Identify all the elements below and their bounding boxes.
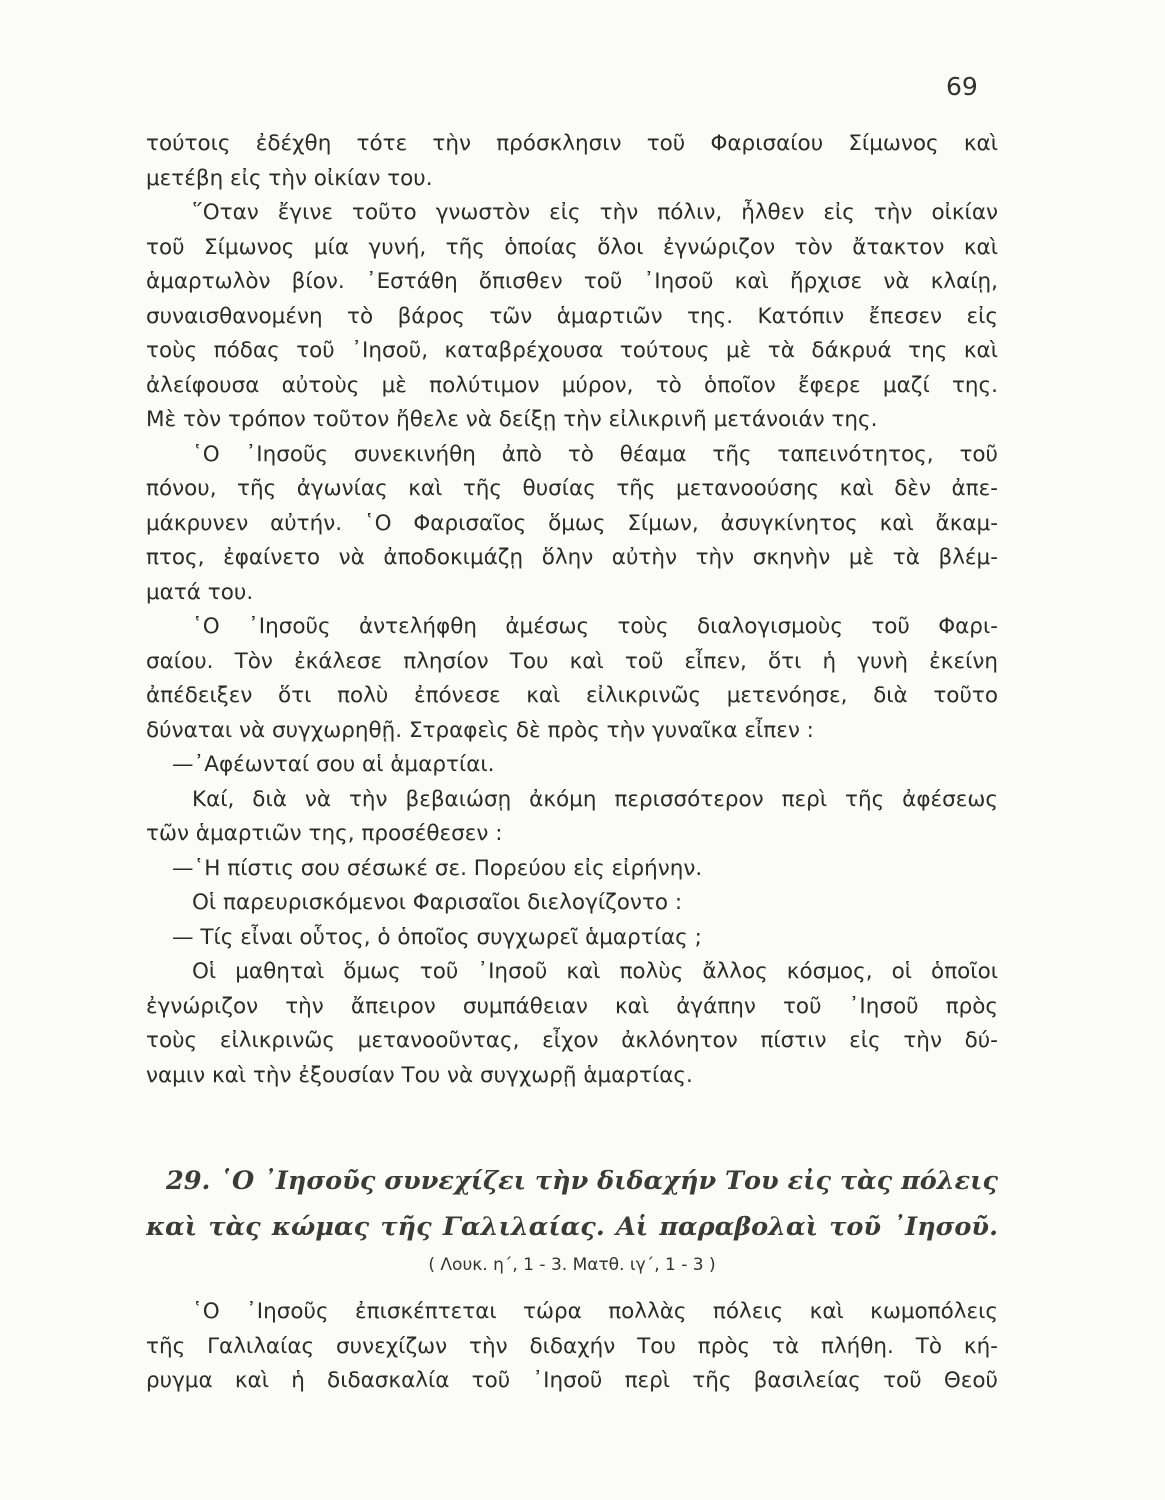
text-line: ματά του. (146, 579, 254, 605)
text-line: τοὺς εἰλικρινῶς μετανοοῦντας, εἶχον ἀκλόνητον πίστιν εἰς τὴν δύ- (146, 1028, 998, 1053)
text-line: τοὺς πόδας τοῦ ᾿Ιησοῦ, καταβρέχουσα τούτους μὲ τὰ δάκρυά της καὶ (146, 338, 998, 363)
text-line: ῾Ο ᾿Ιησοῦς συνεκινήθη ἀπὸ τὸ θέαμα τῆς ταπεινότητος, τοῦ (192, 441, 998, 467)
text-line: Οἱ μαθηταὶ ὅμως τοῦ ᾿Ιησοῦ καὶ πολὺς ἄλλος κόσμος, οἱ ὁποῖοι (192, 959, 998, 984)
text-line: ῞Οταν ἔγινε τοῦτο γνωστὸν εἰς τὴν πόλιν, ἦλθεν εἰς τὴν οἰκίαν (192, 200, 998, 225)
text-line: ῾Ο ᾿Ιησοῦς ἀντελήφθη ἀμέσως τοὺς διαλογισμοὺς τοῦ Φαρι- (192, 614, 998, 639)
text-line: πόνου, τῆς ἀγωνίας καὶ τῆς θυσίας τῆς μετανοούσης καὶ δὲν ἀπε- (146, 476, 998, 501)
text-line: Μὲ τὸν τρόπον τοῦτον ἤθελε νὰ δείξῃ τὴν εἰλικρινῆ μετάνοιάν της. (146, 407, 878, 432)
text-line: πτος, ἐφαίνετο νὰ ἀποδοκιμάζῃ ὅλην αὐτὴν τὴν σκηνὴν μὲ τὰ βλέμ- (146, 545, 998, 570)
text-line: τοῦ Σίμωνος μία γυνή, τῆς ὁποίας ὅλοι ἐγνώριζον τὸν ἄτακτον καὶ (146, 234, 998, 260)
text-line: σαίου. Τὸν ἐκάλεσε πλησίον Του καὶ τοῦ εἶπεν, ὅτι ἡ γυνὴ ἐκείνη (146, 648, 998, 674)
section-heading-line: 29. ῾Ο ᾿Ιησοῦς συνεχίζει τὴν διδαχήν Του εἰς τὰς πόλεις (166, 1166, 998, 1196)
text-line: —᾿Αφέωνταί σου αἱ ἁμαρτίαι. (172, 752, 495, 777)
text-line: τῆς Γαλιλαίας συνεχίζων τὴν διδαχήν Του πρὸς τὰ πλήθη. Τὸ κή- (146, 1333, 998, 1359)
section-heading (146, 1158, 998, 1250)
main-body-text (146, 127, 998, 1093)
text-line: μετέβη εἰς τὴν οἰκίαν του. (146, 165, 433, 191)
text-line: ἐγνώριζον τὴν ἄπειρον συμπάθειαν καὶ ἀγάπην τοῦ ᾿Ιησοῦ πρὸς (146, 993, 998, 1019)
text-line: —῾Η πίστις σου σέσωκέ σε. Πορεύου εἰς εἰρήνην. (172, 855, 703, 881)
text-line: ρυγμα καὶ ἡ διδασκαλία τοῦ ᾿Ιησοῦ περὶ τῆς βασιλείας τοῦ Θεοῦ (146, 1368, 998, 1393)
scripture-reference: ( Λουκ. η΄, 1 - 3. Ματθ. ιγ΄, 1 - 3 ) (428, 1255, 716, 1275)
text-line: — Τίς εἶναι οὗτος, ὁ ὁποῖος συγχωρεῖ ἁμαρτίας ; (172, 924, 702, 950)
text-line: ἀπέδειξεν ὅτι πολὺ ἐπόνεσε καὶ εἰλικρινῶς μετενόησε, διὰ τοῦτο (146, 683, 998, 708)
section-body-text (146, 1295, 998, 1399)
text-line: ἁμαρτωλὸν βίον. ᾿Εστάθη ὄπισθεν τοῦ ᾿Ιησοῦ καὶ ἤρχισε νὰ κλαίῃ, (146, 269, 998, 294)
text-line: Οἱ παρευρισκόμενοι Φαρισαῖοι διελογίζοντο : (192, 890, 683, 915)
section-heading-line: καὶ τὰς κώμας τῆς Γαλιλαίας. Αἱ παραβολαὶ τοῦ ᾿Ιησοῦ. (146, 1212, 998, 1242)
text-line: τούτοις ἐδέχθη τότε τὴν πρόσκλησιν τοῦ Φαρισαίου Σίμωνος καὶ (146, 131, 998, 156)
text-line: δύναται νὰ συγχωρηθῇ. Στραφεὶς δὲ πρὸς τὴν γυναῖκα εἶπεν : (146, 717, 814, 743)
text-line: τῶν ἁμαρτιῶν της, προσέθεσεν : (146, 821, 503, 846)
text-line: ἀλείφουσα αὐτοὺς μὲ πολύτιμον μύρον, τὸ ὁποῖον ἔφερε μαζί της. (146, 372, 998, 398)
text-line: ναμιν καὶ τὴν ἐξουσίαν Του νὰ συγχωρῇ ἁμαρτίας. (146, 1062, 693, 1088)
page-number: 69 (946, 72, 978, 101)
text-line: μάκρυνεν αὐτήν. ῾Ο Φαρισαῖος ὅμως Σίμων, ἀσυγκίνητος καὶ ἄκαμ- (146, 510, 998, 536)
text-line: συναισθανομένη τὸ βάρος τῶν ἁμαρτιῶν της. Κατόπιν ἔπεσεν εἰς (146, 303, 998, 329)
text-line: Καί, διὰ νὰ τὴν βεβαιώσῃ ἀκόμη περισσότερον περὶ τῆς ἀφέσεως (192, 786, 998, 812)
text-line: ῾Ο ᾿Ιησοῦς ἐπισκέπτεται τώρα πολλὰς πόλεις καὶ κωμοπόλεις (192, 1299, 998, 1324)
